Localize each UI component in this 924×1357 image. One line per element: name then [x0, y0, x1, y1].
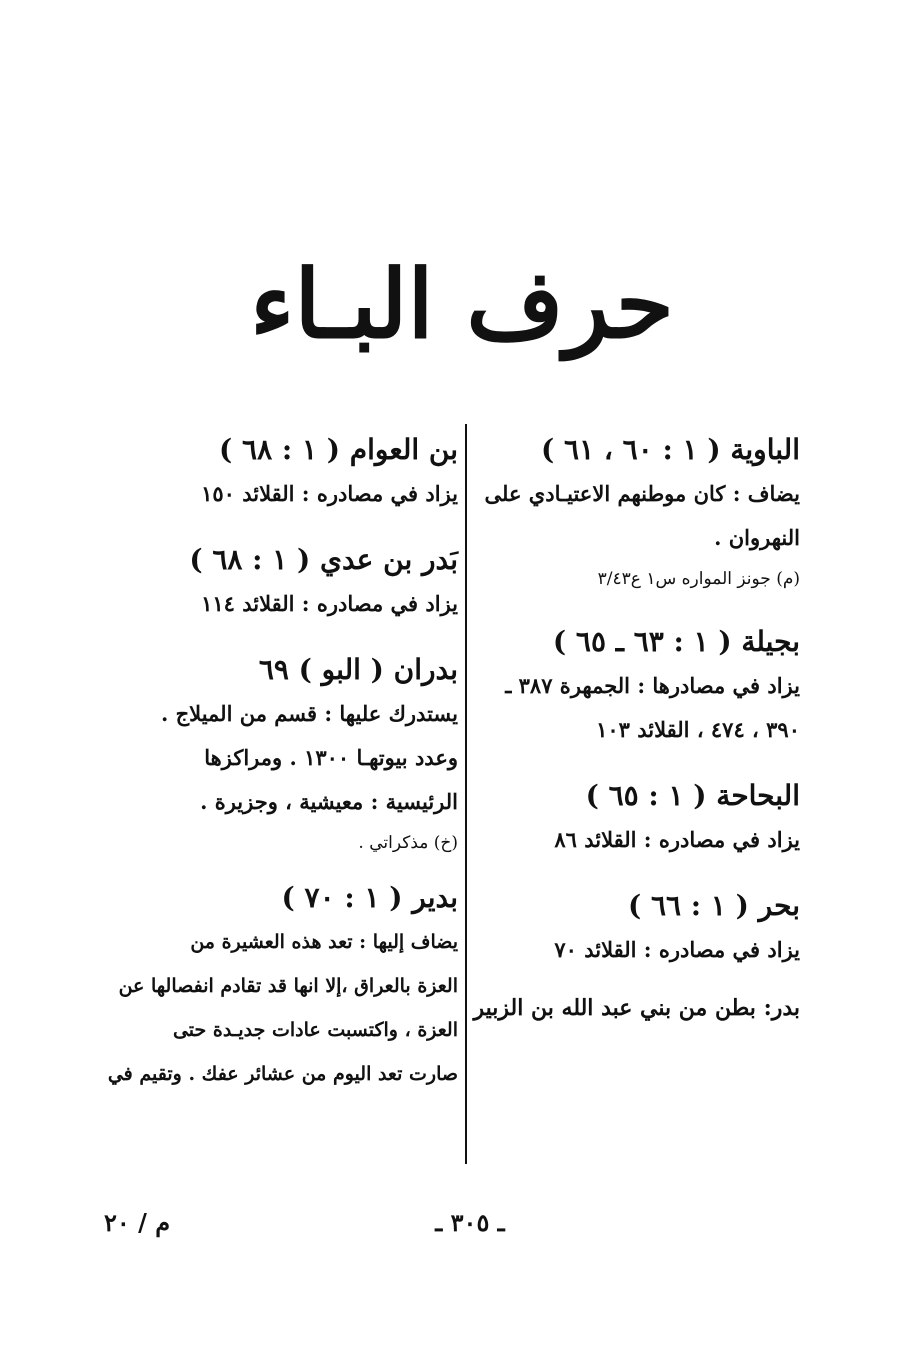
entry-badran: [104, 648, 458, 862]
entry-note: (خ) مذكراتي .: [358, 833, 458, 853]
page-number: ـ ٣٠٥ ـ: [435, 1208, 505, 1237]
entry-body-line: يزاد في مصادرها : الجمهرة ٣٨٧ ـ: [505, 673, 800, 698]
entry-bajila: [480, 620, 800, 752]
entry-head: بدران ( البو ) ٦٩: [258, 653, 458, 686]
page-title: حرف البـاء: [250, 250, 674, 360]
entry-head: بن العوام ( ١ : ٦٨ ): [219, 433, 458, 466]
entry-albawiya: [480, 428, 800, 598]
entry-bin-alawwam: [104, 428, 458, 516]
entry-albahaha: [480, 774, 800, 862]
entry-head: بجيلة ( ١ : ٦٣ ـ ٦٥ ): [552, 625, 800, 658]
entry-badr: [473, 986, 800, 1030]
entry-body-line: الرئيسية : معيشية ، وجزيرة .: [200, 789, 458, 814]
right-column: [473, 428, 800, 1030]
entry-body-line: يزاد في مصادره : القلائد ١١٤: [201, 591, 458, 616]
entry-body-line: يزاد في مصادره : القلائد ٧٠: [554, 937, 800, 962]
entry-body-line: يستدرك عليها : قسم من الميلاج .: [161, 701, 458, 726]
entry-head: الباوية ( ١ : ٦٠ ، ٦١ ): [541, 433, 800, 466]
entry-body-line: وعدد بيوتهـا ١٣٠٠ . ومراكزها: [204, 745, 458, 770]
entry-head: بحر ( ١ : ٦٦ ): [627, 889, 800, 922]
entry-bahr: [480, 884, 800, 972]
entry-badr-bin-adi: [104, 538, 458, 626]
entry-body-line: العزة ، واكتسبت عادات جديـدة حتى: [172, 1019, 458, 1041]
entry-body-line: يزاد في مصادره : القلائد ٨٦: [554, 827, 800, 852]
entry-body-line: صارت تعد اليوم من عشائر عفك . وتقيم في: [107, 1063, 458, 1085]
entry-body-line: ٣٩٠ ، ٤٧٤ ، القلائد ١٠٣: [596, 717, 800, 742]
entry-body-line: يضاف : كان موطنهم الاعتيـادي على: [484, 481, 800, 506]
entry-body-line: النهروان .: [714, 525, 800, 550]
entry-body-line: العزة بالعراق ،إلا انها قد تقادم انفصالها عن: [118, 975, 458, 997]
entry-body-line: يضاف إليها : تعد هذه العشيرة من: [190, 931, 458, 953]
entry-head: بدر: بطن من بني عبد الله بن الزبير: [473, 995, 800, 1021]
entry-badir: [104, 876, 458, 1096]
entry-body-line: يزاد في مصادره : القلائد ١٥٠: [201, 481, 458, 506]
entry-head: بدير ( ١ : ٧٠ ): [281, 881, 458, 914]
entry-note: (م) جونز المواره س١ ع٣/٤٣: [597, 569, 800, 589]
signature-mark: م / ٢٠: [104, 1208, 171, 1237]
entry-head: بَدر بن عدي ( ١ : ٦٨ ): [189, 543, 458, 576]
column-divider: [465, 424, 467, 1164]
left-column: [104, 428, 458, 1096]
entry-head: البحاحة ( ١ : ٦٥ ): [585, 779, 800, 812]
